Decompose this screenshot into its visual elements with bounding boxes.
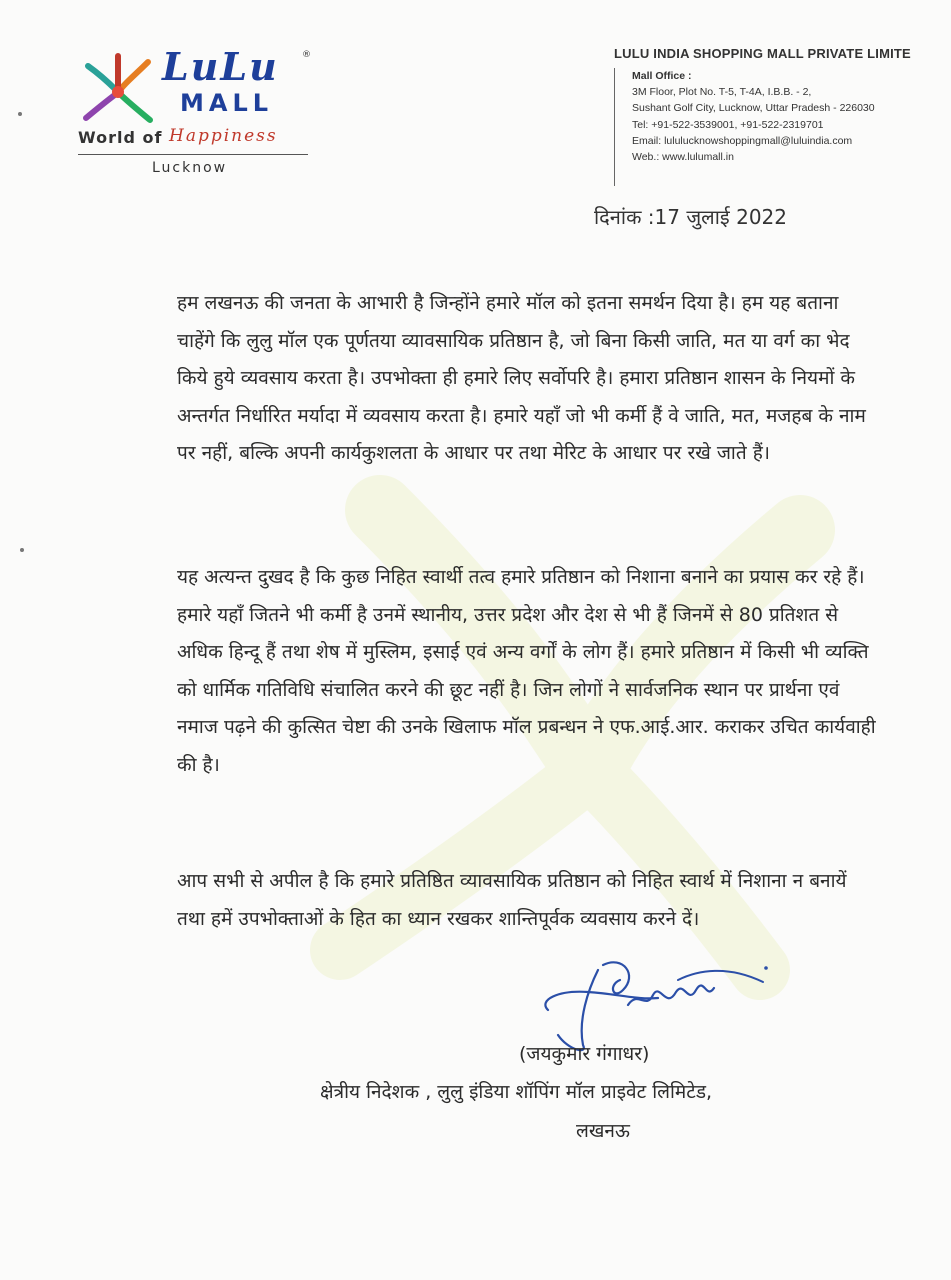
scan-speck (20, 548, 24, 552)
logo-brand-text: LuLu (162, 44, 279, 89)
body-paragraph-3: आप सभी से अपील है कि हमारे प्रतिष्ठित व्यावसायिक प्रतिष्ठान को निहित स्वार्थ में निशाना न बनायें तथा हमें उपभोक्ताओं के हित का ध्यान रखकर शान्तिपूर्वक व्यवसाय करने दें। (177, 870, 847, 930)
logo-registered-mark: ® (302, 50, 311, 60)
logo-tagline-prefix: World of (78, 128, 163, 147)
signatory-city: लखनऊ (576, 1120, 630, 1142)
body-paragraph-2: यह अत्यन्त दुखद है कि कुछ निहित स्वार्थी तत्व हमारे प्रतिष्ठान को निशाना बनाने का प्रयास कर रहे हैं। हमारे यहाँ जितने भी कर्मी है उनमें स्थानीय, उत्तर प्रदेश और देश से भी हैं जिनमें से 80 प्रतिशत से अधिक हिन्दू हैं तथा शेष में मुस्लिम, इसाई एवं अन्य वर्गों के लोग हैं। हमारे प्रतिष्ठान में किसी भी व्यक्ति को धार्मिक गतिविधि संचालित करने की छूट नहीं है। जिन लोगों ने सार्वजनिक स्थान पर प्रार्थना एवं नमाज पढ़ने की कुत्सित चेष्टा की उनके खिलाफ मॉल प्रबन्धन ने एफ.आई.आर. कराकर उचित कार्यवाही की है। (177, 566, 876, 776)
letter-date: दिनांक :17 जुलाई 2022 (594, 205, 787, 229)
scan-speck (18, 112, 22, 116)
logo-divider (78, 154, 308, 155)
logo-city: Lucknow (152, 160, 228, 176)
header-divider (614, 68, 615, 186)
lulu-star-icon (78, 52, 158, 132)
body-paragraph-1: हम लखनऊ की जनता के आभारी है जिन्होंने हमारे मॉल को इतना समर्थन दिया है। हम यह बताना चाहेंगे कि लुलु मॉल एक पूर्णतया व्यावसायिक प्रतिष्ठान है, जो बिना किसी जाति, मत या वर्ग का भेद किये हुये व्यवसाय करता है। उपभोक्ता ही हमारे लिए सर्वोपरि है। हमारा प्रतिष्ठान शासन के नियमों के अन्तर्गत निर्धारित मर्यादा में व्यवसाय करता है। हमारे यहाँ जो भी कर्मी हैं वे जाति, मत, मजहब के नाम पर नहीं, बल्कि अपनी कार्यकुशलता के आधार पर तथा मेरिट के आधार पर रखे जाते हैं। (177, 292, 866, 464)
address-line: Sushant Golf City, Lucknow, Uttar Pradesh - 226030 (632, 102, 875, 115)
signatory-designation: क्षेत्रीय निदेशक , लुलु इंडिया शॉपिंग मॉल प्राइवेट लिमिटेड, (320, 1081, 713, 1103)
lulu-mall-logo (76, 44, 316, 184)
office-label: Mall Office : (632, 70, 692, 82)
company-header (614, 46, 951, 164)
signatory-name: (जयकुमार गंगाधर) (519, 1043, 650, 1065)
logo-mall-text: MALL (180, 89, 274, 117)
address-line: 3M Floor, Plot No. T-5, T-4A, I.B.B. - 2, (632, 86, 812, 99)
logo-tagline-script: Happiness (169, 126, 278, 146)
email-line: Email: lululucknowshoppingmall@luluindia.com (632, 134, 853, 147)
company-address (632, 68, 951, 165)
company-name: LULU INDIA SHOPPING MALL PRIVATE LIMITE (614, 46, 911, 61)
website-line: Web.: www.lulumall.in (632, 151, 734, 164)
phone-line: Tel: +91-522-3539001, +91-522-2319701 (632, 118, 824, 131)
